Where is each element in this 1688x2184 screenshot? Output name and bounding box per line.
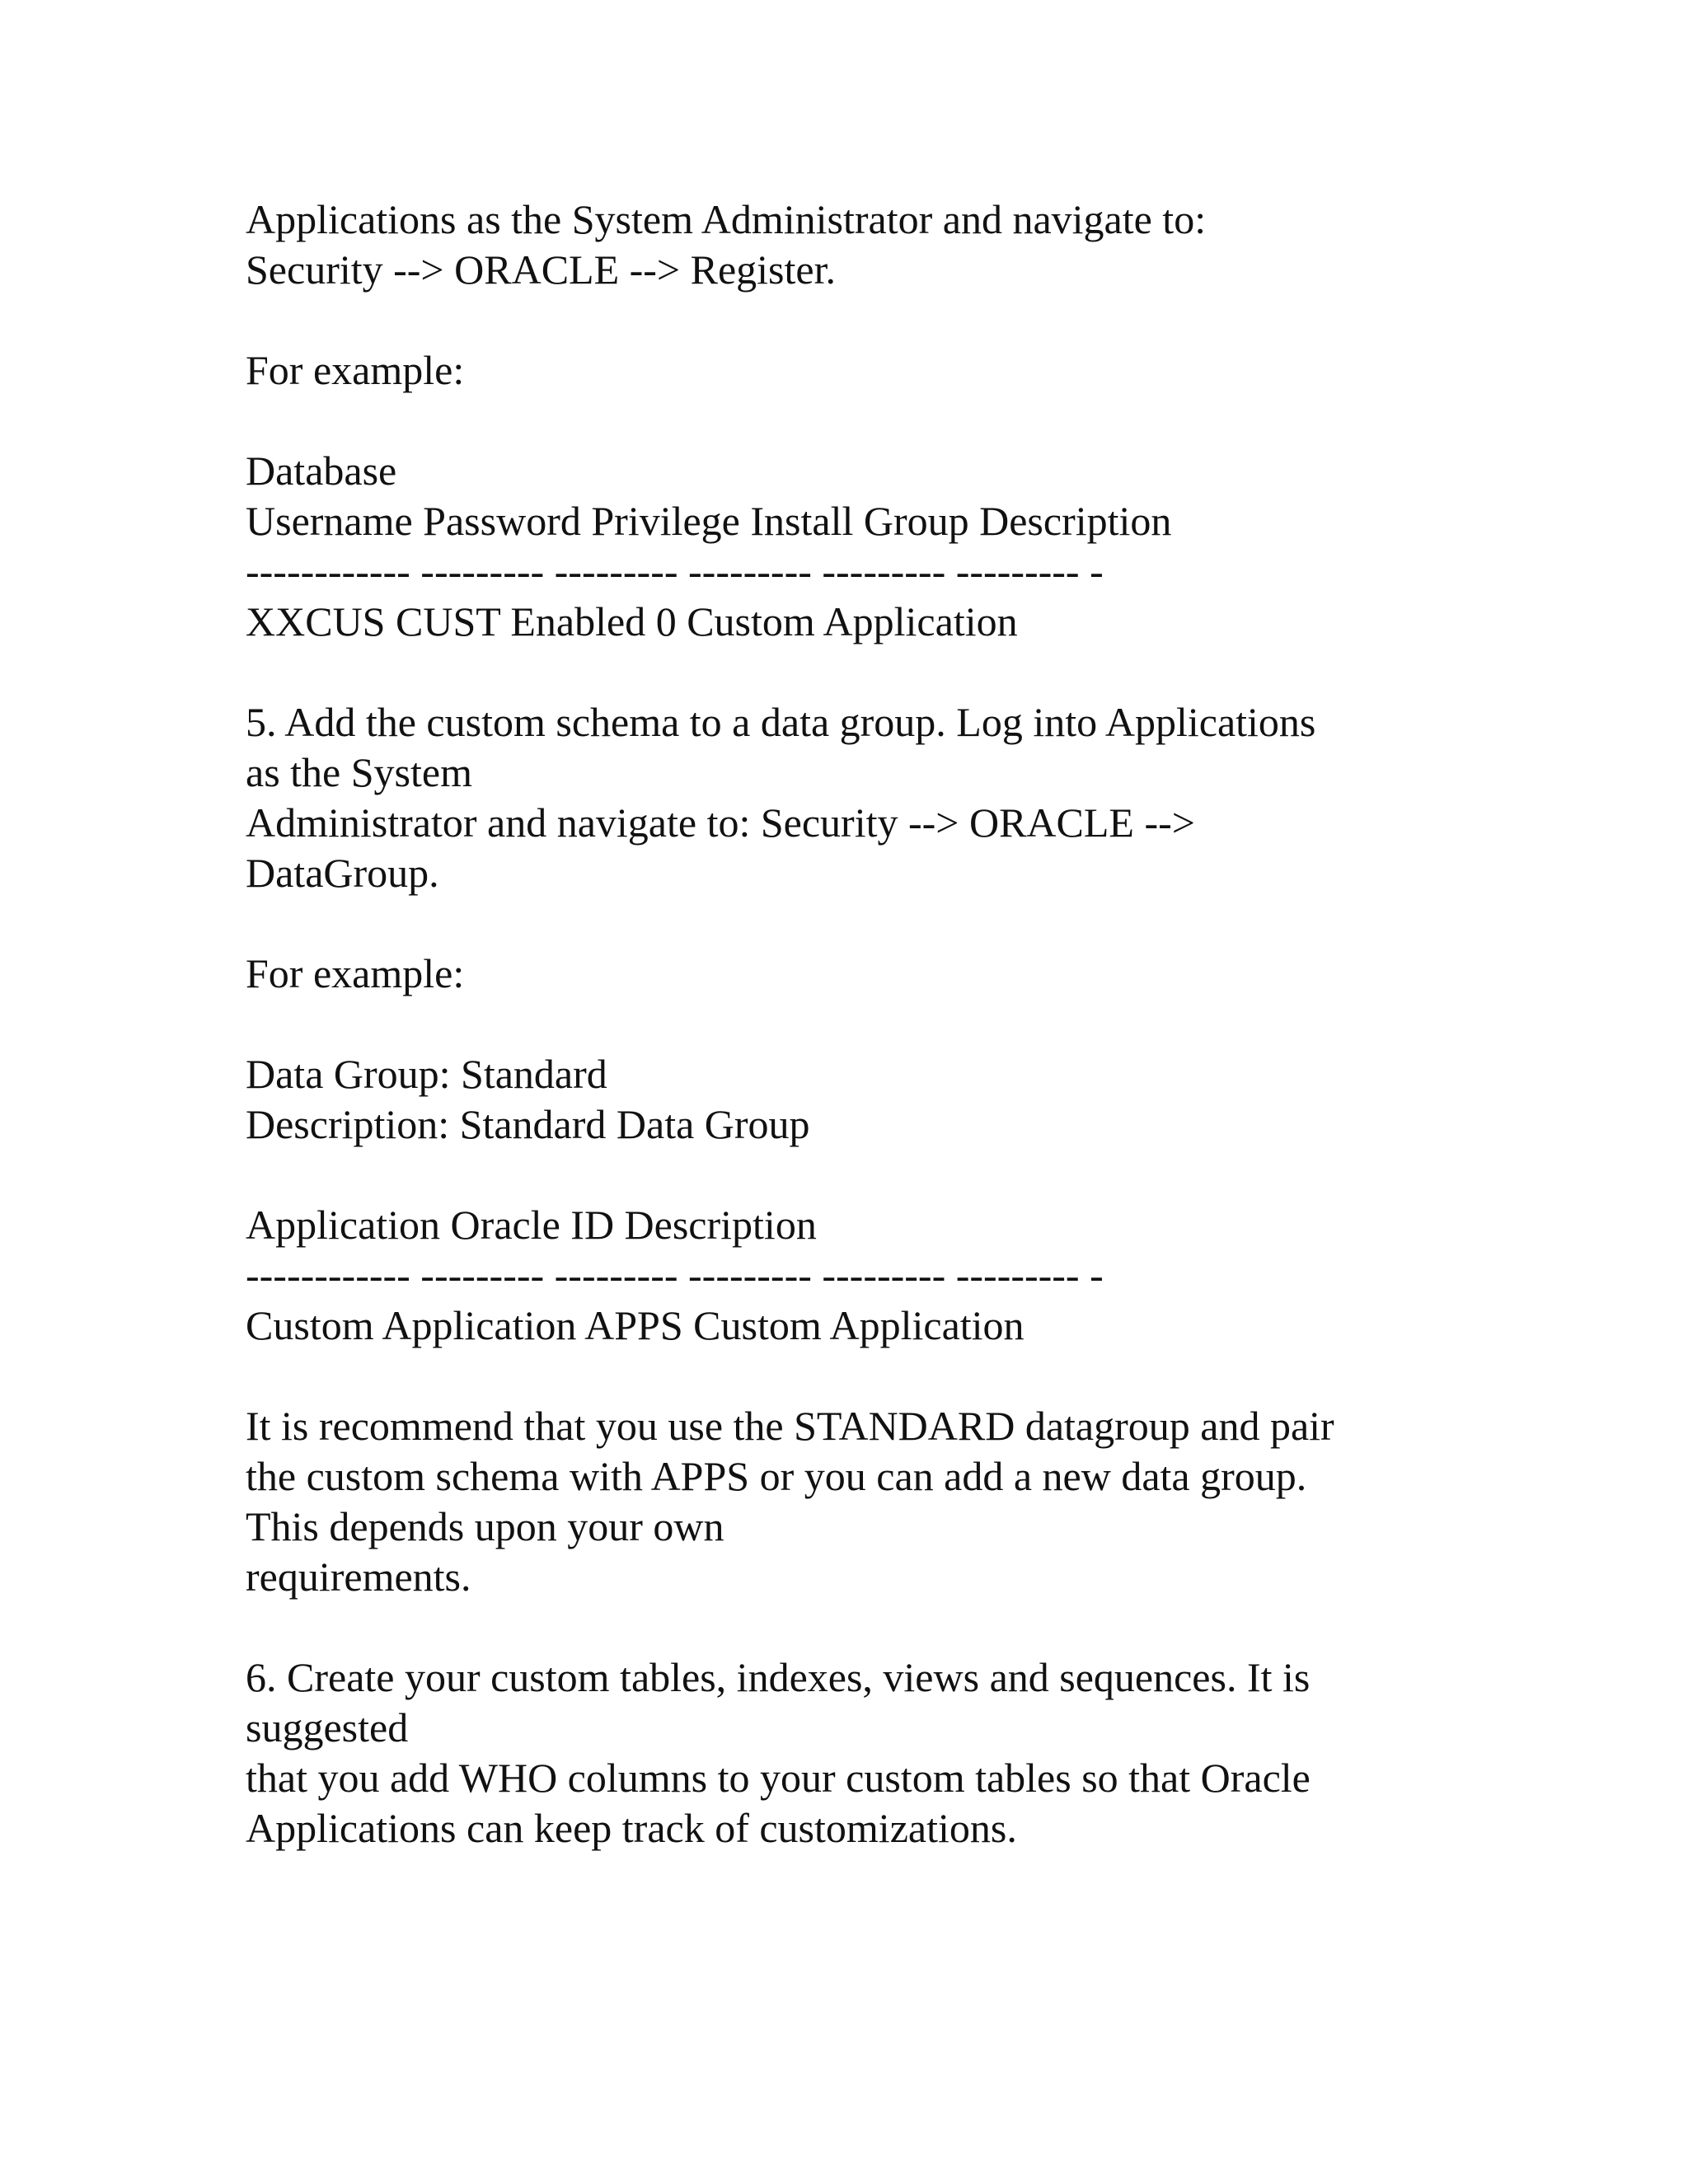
table-row-line: Custom Application APPS Custom Application [246, 1302, 1025, 1348]
text-line: Database [246, 448, 397, 494]
text-line: suggested [246, 1704, 409, 1750]
blank-line [246, 396, 1531, 446]
document-page [246, 194, 1531, 1854]
text-line: This depends upon your own [246, 1503, 724, 1549]
text-line: Description: Standard Data Group [246, 1101, 810, 1147]
text-line: Data Group: Standard [246, 1051, 607, 1097]
blank-line [246, 898, 1531, 949]
text-line: Administrator and navigate to: Security --> ORACLE --> [246, 799, 1195, 846]
text-line: as the System [246, 749, 472, 795]
text-line: requirements. [246, 1554, 471, 1600]
text-line: Security --> ORACLE --> Register. [246, 246, 836, 293]
blank-line [246, 999, 1531, 1049]
table-row-line: XXCUS CUST Enabled 0 Custom Application [246, 598, 1018, 644]
text-line: For example: [246, 950, 465, 996]
text-line: Applications as the System Administrator and navigate to: [246, 196, 1207, 242]
blank-line [246, 1351, 1531, 1401]
blank-line [246, 1602, 1531, 1652]
text-line: the custom schema with APPS or you can add a new data group. [246, 1453, 1307, 1499]
table-separator-line: ------------ --------- --------- --------- --------- --------- - [246, 1252, 1104, 1298]
text-line: It is recommend that you use the STANDARD datagroup and pair [246, 1403, 1334, 1449]
text-line: 5. Add the custom schema to a data group. Log into Applications [246, 699, 1316, 745]
table-separator-line: ------------ --------- --------- --------- --------- --------- - [246, 548, 1104, 594]
text-line: DataGroup. [246, 850, 439, 896]
blank-line [246, 647, 1531, 697]
text-line: 6. Create your custom tables, indexes, views and sequences. It is [246, 1654, 1311, 1700]
blank-line [246, 295, 1531, 345]
text-line: For example: [246, 347, 465, 393]
text-line: that you add WHO columns to your custom tables so that Oracle [246, 1755, 1311, 1801]
blank-line [246, 1150, 1531, 1200]
table-header-line: Username Password Privilege Install Group Description [246, 498, 1172, 544]
text-line: Applications can keep track of customizations. [246, 1805, 1017, 1851]
table-header-line: Application Oracle ID Description [246, 1202, 817, 1248]
